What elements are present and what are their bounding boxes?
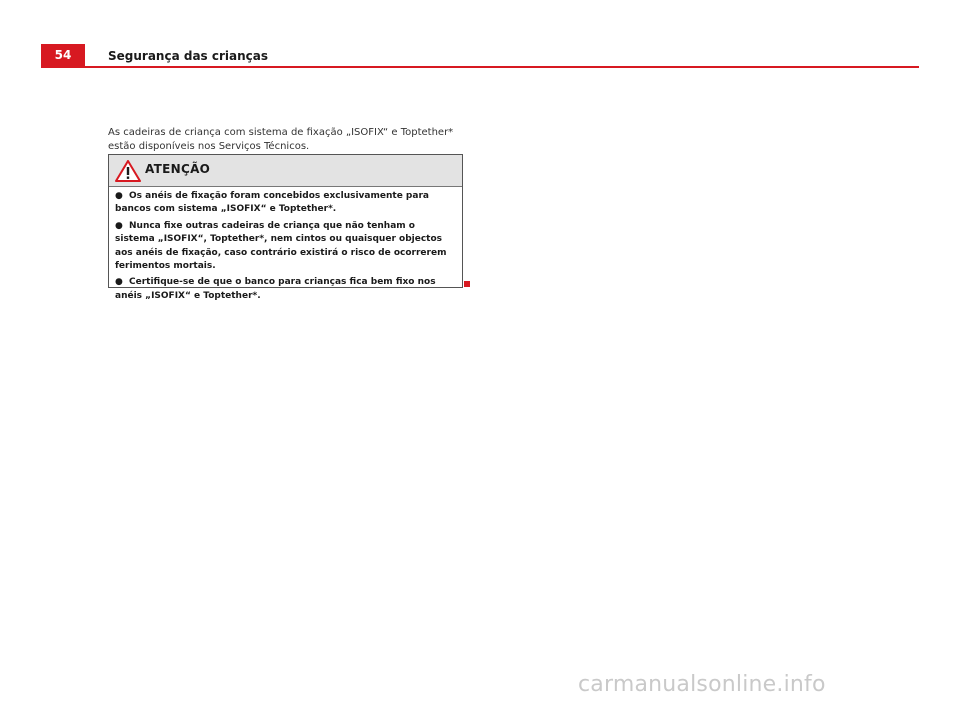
warning-list (109, 187, 462, 303)
warning-box (108, 154, 463, 301)
intro-paragraph: As cadeiras de criança com sistema de fixação „ISOFIX“ e Toptether* estão disponíveis nos Serviços Técnicos. (108, 127, 454, 152)
warning-item-text: Nunca fixe outras cadeiras de criança que não tenham o sistema „ISOFIX“, Toptether*, nem cintos ou quaisquer objectos aos anéis de fixação, caso contrário existirá o risco de ocorrerem ferimentos mortais. (115, 220, 447, 272)
page-number: 54 (41, 44, 85, 66)
warning-item-text: Certifique-se de que o banco para crianças fica bem fixo nos anéis „ISOFIX“ e Toptether*. (115, 277, 436, 301)
section-end-marker (464, 281, 470, 287)
bullet: ● (115, 191, 123, 201)
warning-item (115, 276, 456, 303)
bullet: ● (115, 277, 123, 288)
watermark: carmanualsonline.info (578, 672, 826, 697)
warning-item-text: Os anéis de fixação foram concebidos exclusivamente para bancos com sistema „ISOFIX“ e Toptether*. (115, 191, 429, 215)
warning-item (115, 190, 456, 217)
warning-title: ATENÇÃO (145, 162, 211, 176)
bullet: ● (115, 220, 123, 231)
header-rule (41, 66, 919, 68)
warning-triangle-icon (115, 160, 141, 182)
warning-item (115, 220, 456, 274)
page-title: Segurança das crianças (108, 49, 269, 63)
warning-header (109, 155, 462, 187)
